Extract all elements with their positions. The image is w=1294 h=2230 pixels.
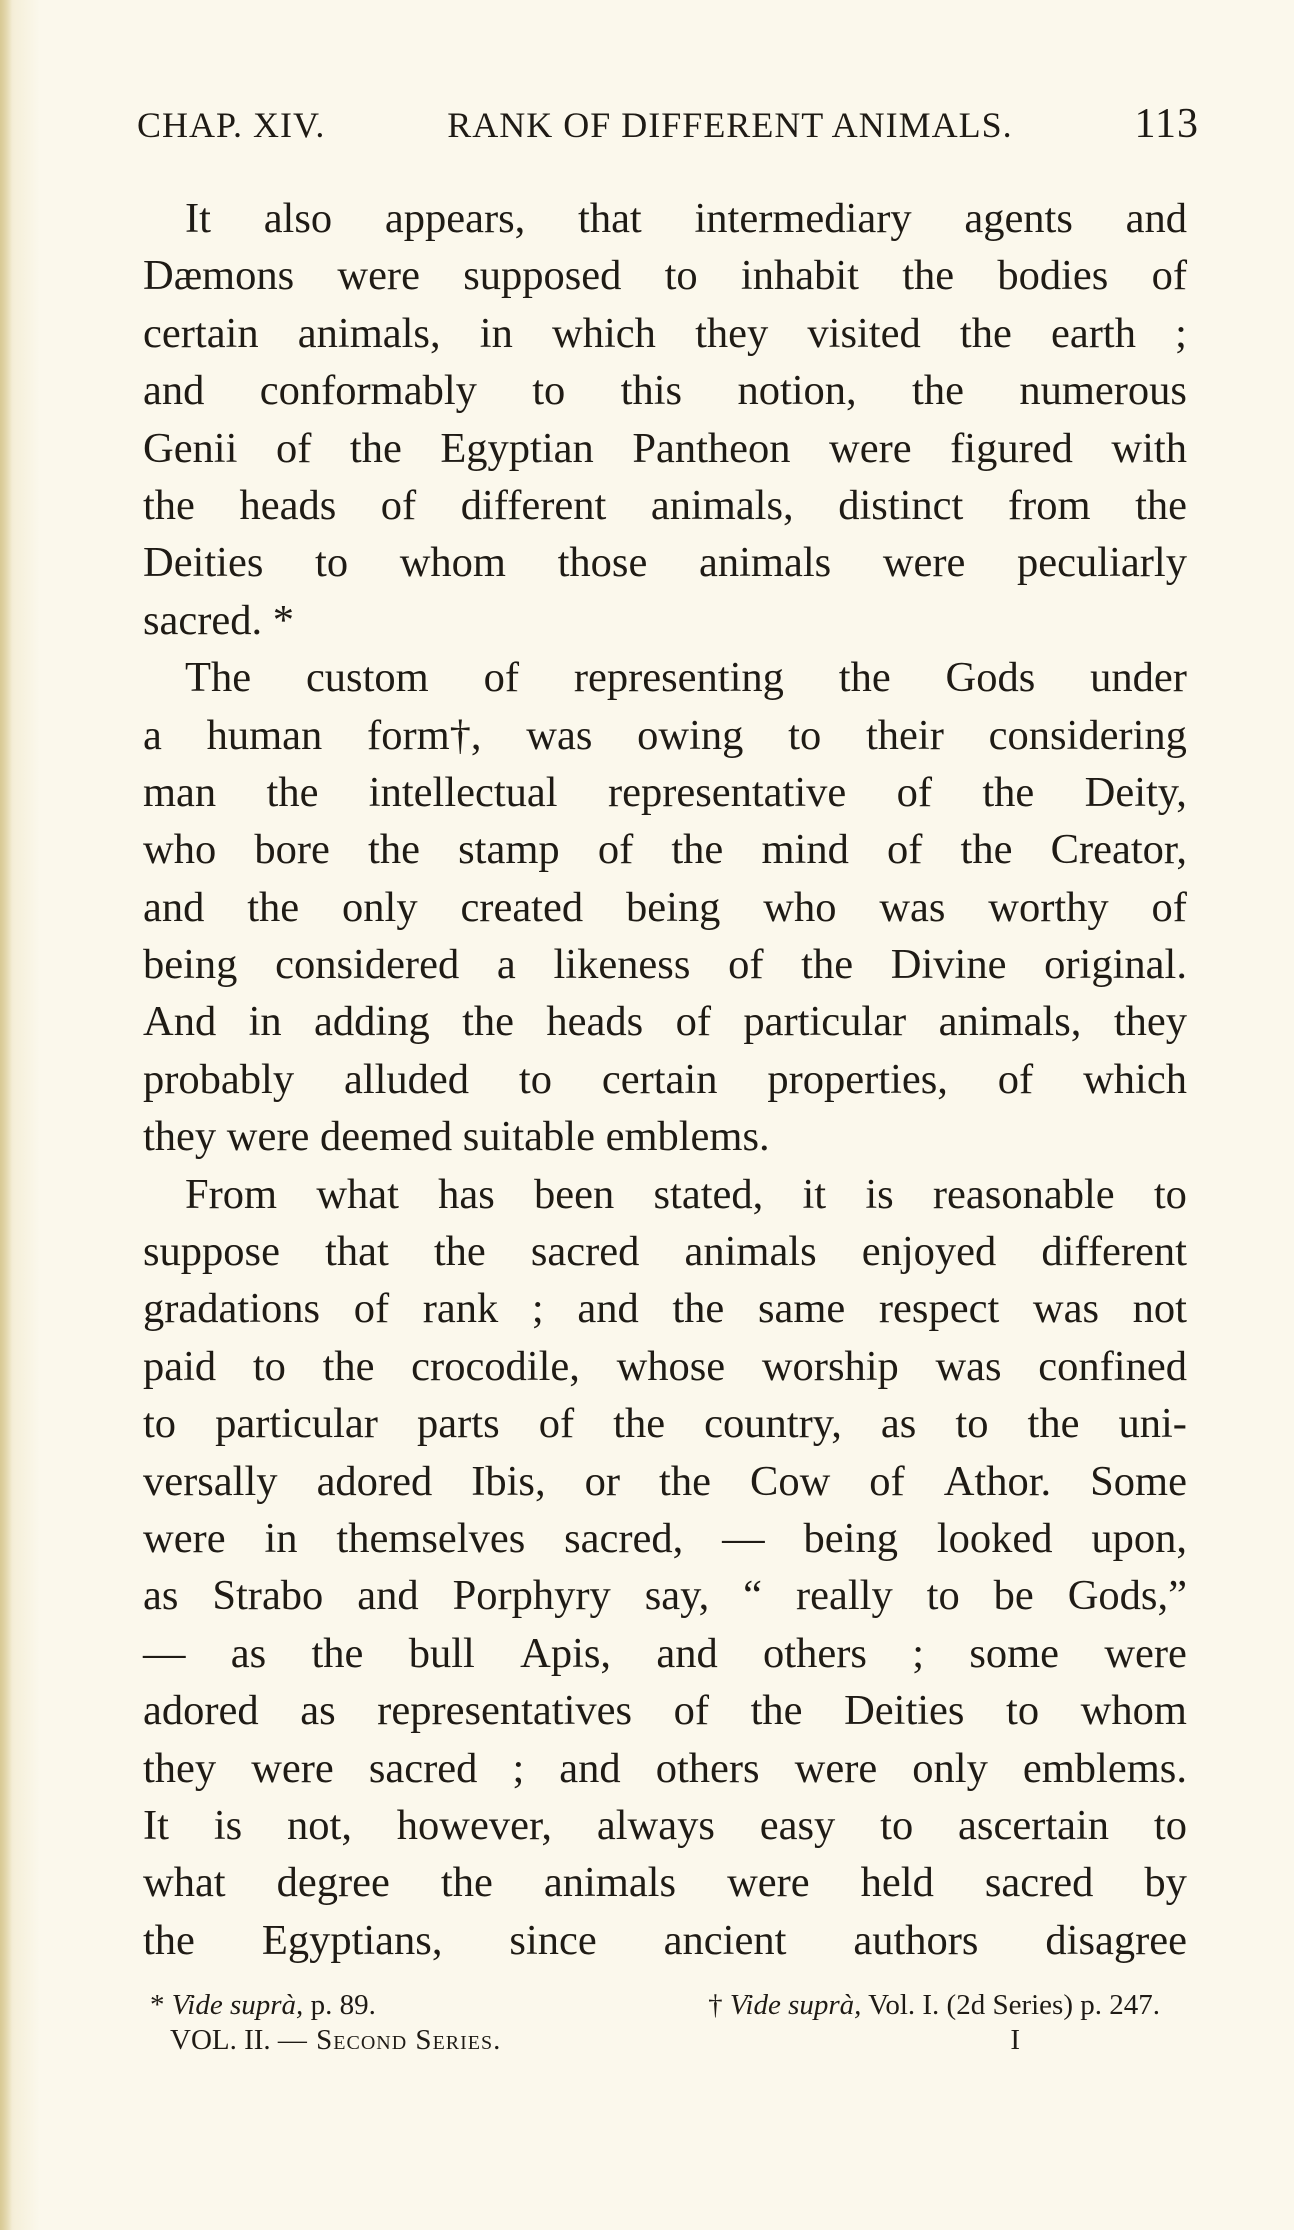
word: others <box>763 1629 867 1677</box>
text-line <box>143 1510 1187 1567</box>
word: only <box>912 1744 988 1792</box>
word: animals <box>698 539 832 587</box>
word: ; <box>512 1744 525 1792</box>
word: the <box>838 654 891 702</box>
word: human <box>206 711 323 759</box>
word: of <box>597 826 634 874</box>
word: Deities <box>844 1687 965 1735</box>
word: and <box>143 883 205 931</box>
word: a <box>143 711 162 759</box>
word: the <box>311 1629 364 1677</box>
text-line <box>143 1854 1187 1911</box>
word: animals, <box>938 998 1082 1046</box>
word: with <box>1111 424 1187 472</box>
word: ; <box>531 1285 544 1333</box>
word: that <box>325 1228 389 1276</box>
word: probably <box>143 1055 295 1103</box>
word: bodies <box>997 252 1109 300</box>
word: whom <box>399 539 506 587</box>
word: the <box>902 252 955 300</box>
word: Deity, <box>1084 768 1187 816</box>
word: notion, <box>737 367 857 415</box>
word: “ <box>743 1572 763 1620</box>
word: whom <box>1080 1687 1187 1735</box>
word: appears, <box>384 195 526 242</box>
text-line <box>143 1453 1187 1510</box>
footnote-1-ref: Vide suprà, <box>171 1989 304 2021</box>
word: by <box>1144 1859 1187 1907</box>
word: were <box>829 424 912 472</box>
word: paid <box>143 1342 217 1390</box>
spine-shadow <box>0 0 12 2230</box>
word: not <box>1132 1285 1187 1333</box>
word: bore <box>254 826 330 874</box>
word: to <box>664 252 698 300</box>
word: stamp <box>458 826 560 874</box>
signature-line <box>170 2024 1020 2057</box>
word: to <box>926 1572 960 1620</box>
text-line <box>143 1682 1187 1739</box>
word: stated, <box>653 1170 764 1218</box>
word: who <box>143 826 217 874</box>
word: as <box>880 1400 917 1448</box>
text-line <box>143 707 1187 764</box>
word: of <box>896 768 933 816</box>
word: particular <box>215 1400 378 1448</box>
word: of <box>483 654 519 702</box>
word: of <box>673 1687 710 1735</box>
word: Deities <box>143 539 264 587</box>
word: others <box>655 1744 760 1792</box>
word: Some <box>1090 1457 1187 1505</box>
word: figured <box>950 424 1073 472</box>
word: the <box>613 1400 666 1448</box>
word: of <box>728 941 764 989</box>
word: since <box>509 1916 597 1964</box>
text-line <box>143 1166 1187 1223</box>
word: custom <box>305 654 429 702</box>
word: mind <box>761 826 849 874</box>
word: intermediary <box>694 195 912 242</box>
word: earth <box>1051 309 1136 357</box>
signature-volume: VOL. II. <box>170 2024 271 2056</box>
word: is <box>213 1801 243 1849</box>
word: upon, <box>1091 1514 1187 1562</box>
word: or <box>584 1457 621 1505</box>
word: It <box>185 195 211 242</box>
text-line <box>143 190 1187 247</box>
word: and <box>656 1629 718 1677</box>
word: Ibis, <box>471 1457 546 1505</box>
word: considering <box>988 711 1187 759</box>
word: they <box>143 1744 217 1792</box>
word: was <box>526 711 593 759</box>
word: of <box>275 424 312 472</box>
footnote-1-page: p. 89. <box>310 1989 376 2021</box>
word: to <box>1153 1801 1187 1849</box>
word: what <box>316 1170 399 1218</box>
word: representing <box>573 654 784 702</box>
word: to <box>315 539 349 587</box>
footnote-row <box>150 1985 1160 2025</box>
footnotes <box>150 1985 1160 2025</box>
word: in <box>264 1514 298 1562</box>
word: form†, <box>367 711 482 759</box>
word: different <box>460 481 607 529</box>
word: created <box>460 883 584 931</box>
text-line <box>143 362 1187 419</box>
word: of <box>380 481 417 529</box>
word: the <box>959 309 1012 357</box>
word: was <box>935 1342 1002 1390</box>
text-line <box>143 1567 1187 1624</box>
text-line <box>143 1912 1187 1969</box>
text-line <box>143 305 1187 362</box>
word: It <box>143 1801 169 1849</box>
word: gradations <box>143 1285 321 1333</box>
word: enjoyed <box>861 1228 997 1276</box>
word: heads <box>546 998 644 1046</box>
word: be <box>993 1572 1034 1620</box>
word: worship <box>761 1342 899 1390</box>
word: in <box>479 309 513 357</box>
word: and <box>143 367 205 415</box>
word: Gods,” <box>1067 1572 1187 1620</box>
text-line <box>143 1051 1187 1108</box>
signature-mark: I <box>1010 2024 1020 2056</box>
word: to <box>788 711 822 759</box>
word: animals <box>543 1859 677 1907</box>
word: certain <box>601 1055 718 1103</box>
word: the <box>912 367 964 415</box>
word: sacred <box>368 1744 478 1792</box>
word: some <box>969 1629 1060 1677</box>
text-line <box>143 821 1187 878</box>
word: Creator, <box>1050 826 1187 874</box>
text-line <box>143 1797 1187 1854</box>
word: ; <box>912 1629 925 1677</box>
text-line <box>143 1395 1187 1452</box>
word: representatives <box>377 1687 633 1735</box>
word: — <box>143 1629 186 1677</box>
text-line <box>143 936 1187 993</box>
word: crocodile, <box>411 1342 580 1390</box>
footnote-2-mark: † <box>708 1989 723 2021</box>
chapter-label: CHAP. XIV. <box>137 105 326 145</box>
word: is <box>865 1170 894 1218</box>
footnote-1 <box>150 1985 376 2025</box>
word: peculiarly <box>1017 539 1187 587</box>
word: and <box>577 1285 639 1333</box>
word: of <box>869 1457 905 1505</box>
word: Porphyry <box>452 1572 611 1620</box>
word: Genii <box>143 424 238 472</box>
word: inhabit <box>740 252 859 300</box>
word: also <box>263 195 333 242</box>
signature-series: — Second Series. <box>277 2024 502 2056</box>
word: numerous <box>1019 367 1187 415</box>
word: from <box>1007 481 1091 529</box>
word: visited <box>807 309 921 357</box>
text-line <box>143 1280 1187 1337</box>
word: animals, <box>297 309 441 357</box>
text-line: sacred. * <box>143 596 295 644</box>
word: likeness <box>553 941 691 989</box>
word: the <box>247 883 300 931</box>
text-line <box>143 993 1187 1050</box>
word: of <box>675 998 711 1046</box>
word: the <box>671 826 724 874</box>
word: authors <box>853 1916 979 1964</box>
word: And <box>143 998 217 1046</box>
word: bull <box>408 1629 475 1677</box>
word: alluded <box>343 1055 470 1103</box>
running-title: RANK OF DIFFERENT ANIMALS. <box>447 105 1013 145</box>
word: the <box>462 998 515 1046</box>
word: adored <box>316 1457 433 1505</box>
word: emblems. <box>1022 1744 1187 1792</box>
word: considered <box>275 941 460 989</box>
footnote-1-mark: * <box>150 1989 165 2021</box>
word: of <box>538 1400 575 1448</box>
word: ; <box>1175 309 1187 357</box>
word: Dæmons <box>143 252 295 300</box>
footnote-2 <box>708 1985 1160 2025</box>
word: supposed <box>463 252 622 300</box>
word: rank <box>422 1285 499 1333</box>
word: parts <box>417 1400 500 1448</box>
word: uni- <box>1118 1400 1187 1448</box>
word: looked <box>936 1514 1053 1562</box>
word: that <box>578 195 642 242</box>
running-head <box>137 100 1199 148</box>
word: were <box>251 1744 334 1792</box>
word: distinct <box>838 481 964 529</box>
word: which <box>552 309 656 357</box>
footnote-2-ref: Vide suprà, <box>729 1989 862 2021</box>
word: they <box>695 309 769 357</box>
word: degree <box>276 1859 390 1907</box>
word: were <box>727 1859 810 1907</box>
word: the <box>960 826 1013 874</box>
word: ancient <box>663 1916 787 1964</box>
word: has <box>438 1170 495 1218</box>
word: Strabo <box>212 1572 324 1620</box>
word: of <box>353 1285 390 1333</box>
word: the <box>672 1285 725 1333</box>
word: this <box>620 367 683 415</box>
word: under <box>1090 654 1187 702</box>
word: Egyptian <box>440 424 594 472</box>
word: of <box>886 826 923 874</box>
word: the <box>322 1342 375 1390</box>
word: the <box>750 1687 803 1735</box>
word: were <box>1104 1629 1187 1677</box>
word: were <box>143 1514 226 1562</box>
word: was <box>879 883 946 931</box>
word: country, <box>704 1400 842 1448</box>
word: Apis, <box>520 1629 612 1677</box>
word: to <box>1006 1687 1040 1735</box>
word: and <box>357 1572 419 1620</box>
word: of <box>997 1055 1034 1103</box>
word: were <box>337 252 420 300</box>
word: only <box>342 883 418 931</box>
word: to <box>252 1342 286 1390</box>
word: which <box>1083 1055 1187 1103</box>
word: intellectual <box>368 768 558 816</box>
word: — <box>722 1514 765 1562</box>
word: the <box>440 1859 493 1907</box>
word: respect <box>878 1285 1000 1333</box>
word: Athor. <box>943 1457 1052 1505</box>
word: they <box>1113 998 1187 1046</box>
word: Pantheon <box>632 424 791 472</box>
word: who <box>763 883 837 931</box>
word: it <box>802 1170 827 1218</box>
word: and <box>559 1744 621 1792</box>
text-line: they were deemed suitable emblems. <box>143 1113 770 1161</box>
word: Cow <box>749 1457 831 1505</box>
word: was <box>1032 1285 1099 1333</box>
footnote-2-rest: Vol. I. (2d Series) p. 247. <box>868 1989 1160 2021</box>
word: original. <box>1044 941 1187 989</box>
word: conformably <box>259 367 477 415</box>
word: disagree <box>1045 1916 1187 1964</box>
word: confined <box>1038 1342 1187 1390</box>
word: worthy <box>988 883 1109 931</box>
word: and <box>1125 195 1187 242</box>
word: animals, <box>650 481 794 529</box>
word: the <box>801 941 854 989</box>
word: sacred, <box>564 1514 684 1562</box>
word: sacred <box>984 1859 1094 1907</box>
word: Gods <box>945 654 1036 702</box>
word: those <box>557 539 648 587</box>
word: animals <box>684 1228 817 1276</box>
word: not, <box>287 1801 352 1849</box>
word: the <box>433 1228 486 1276</box>
word: man <box>143 768 217 816</box>
word: the <box>1135 481 1187 529</box>
word: different <box>1041 1228 1187 1276</box>
word: were <box>794 1744 878 1792</box>
word: as <box>230 1629 267 1677</box>
word: what <box>143 1859 226 1907</box>
word: same <box>757 1285 846 1333</box>
word: the <box>368 826 420 874</box>
word: heads <box>239 481 337 529</box>
word: the <box>349 424 402 472</box>
word: properties, <box>767 1055 948 1103</box>
text-line <box>143 879 1187 936</box>
word: Egyptians, <box>261 1916 443 1964</box>
text-line <box>143 649 1187 706</box>
text-line <box>143 1223 1187 1280</box>
word: suppose <box>143 1228 280 1276</box>
word: to <box>955 1400 989 1448</box>
text-line <box>143 1740 1187 1797</box>
text-line <box>143 420 1187 477</box>
word: the <box>982 768 1035 816</box>
word: held <box>860 1859 934 1907</box>
word: Divine <box>890 941 1007 989</box>
word: to <box>143 1400 177 1448</box>
word: their <box>865 711 944 759</box>
word: always <box>596 1801 715 1849</box>
text-line <box>143 1625 1187 1682</box>
word: the <box>143 1916 195 1964</box>
word: being <box>803 1514 898 1562</box>
word: ascertain <box>958 1801 1110 1849</box>
signature-volume-group <box>170 2024 501 2057</box>
word: owing <box>637 711 744 759</box>
word: certain <box>143 309 259 357</box>
word: reasonable <box>932 1170 1115 1218</box>
word: really <box>795 1572 893 1620</box>
word: agents <box>964 195 1073 242</box>
word: of <box>1151 883 1187 931</box>
word: to <box>880 1801 914 1849</box>
word: being <box>143 941 238 989</box>
word: representative <box>607 768 847 816</box>
text-line <box>143 247 1187 304</box>
word: the <box>659 1457 711 1505</box>
word: being <box>625 883 721 931</box>
text-line <box>143 764 1187 821</box>
word: however, <box>396 1801 553 1849</box>
word: been <box>534 1170 615 1218</box>
word: the <box>266 768 319 816</box>
word: as <box>143 1572 179 1620</box>
word: to <box>532 367 566 415</box>
word: whose <box>616 1342 726 1390</box>
word: to <box>1153 1170 1187 1218</box>
word: The <box>185 654 252 702</box>
text-line <box>143 534 1187 591</box>
word: in <box>248 998 282 1046</box>
word: a <box>496 941 516 989</box>
word: particular <box>743 998 907 1046</box>
word: the <box>143 481 195 529</box>
word: of <box>1151 252 1187 300</box>
word: sacred <box>530 1228 640 1276</box>
word: easy <box>759 1801 836 1849</box>
word: adored <box>143 1687 259 1735</box>
word: the <box>1027 1400 1080 1448</box>
word: versally <box>143 1457 278 1505</box>
word: themselves <box>336 1514 526 1562</box>
text-line <box>143 1338 1187 1395</box>
text-line <box>143 477 1187 534</box>
word: to <box>518 1055 552 1103</box>
word: were <box>882 539 966 587</box>
page-number: 113 <box>1134 101 1199 147</box>
body-text <box>143 190 1187 1969</box>
word: adding <box>314 998 430 1046</box>
word: From <box>185 1170 278 1218</box>
word: as <box>300 1687 336 1735</box>
word: say, <box>644 1572 710 1620</box>
